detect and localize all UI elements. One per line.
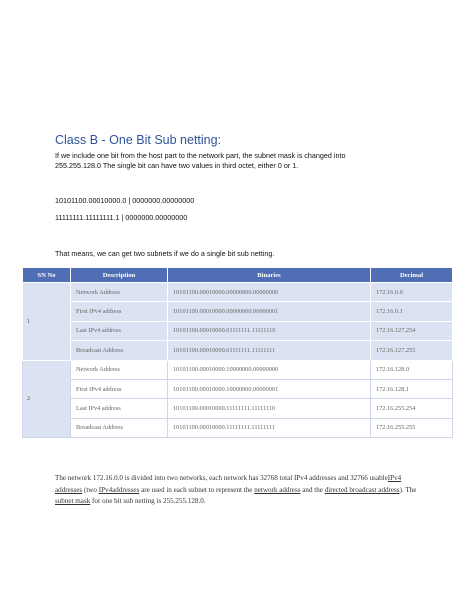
decimal-cell: 172.16.128.0 — [371, 360, 453, 379]
section-heading: Class B - One Bit Sub netting: — [55, 133, 222, 147]
summary-text: ). The — [399, 485, 417, 494]
description-cell: Last IPv4 address — [71, 399, 168, 418]
summary-text: for one bit sub netting is 255.255.128.0. — [90, 497, 206, 505]
binary-cell: 10101100.00010000.10000000.00000000 — [168, 360, 371, 379]
subnet-mask-link[interactable]: subnet mask — [55, 497, 91, 505]
table-row — [23, 302, 453, 321]
decimal-cell: 172.16.255.254 — [371, 399, 453, 418]
decimal-cell: 172.16.128.1 — [371, 379, 453, 398]
binary-mask-line: 11111111.11111111.1 | 0000000.00000000 — [55, 213, 188, 222]
binary-cell: 10101100.00010000.11111111.11111111 — [168, 418, 371, 437]
subnets-sentence: That means, we can get two subnets if we do a single bit sub netting. — [55, 249, 275, 258]
binary-cell: 10101100.00010000.01111111.11111111 — [168, 341, 371, 360]
binary-network-line: 10101100.00010000.0 | 0000000.00000000 — [55, 196, 195, 205]
summary-text: (two — [82, 485, 99, 494]
binary-cell: 10101100.00010000.10000000.00000001 — [168, 379, 371, 398]
description-cell: First IPv4 address — [71, 302, 168, 321]
decimal-cell: 172.16.127.254 — [371, 321, 453, 340]
binary-cell: 10101100.00010000.00000000.00000000 — [168, 283, 371, 302]
summary-text: are used in each subnet to represent the — [139, 485, 255, 494]
intro-line-2: 255.255.128.0 The single bit can have two values in third octet, either 0 or 1. — [55, 161, 299, 170]
description-cell: Broadcast Address — [71, 418, 168, 437]
binary-cell: 10101100.00010000.11111111.11111110 — [168, 399, 371, 418]
description-cell: Network Address — [71, 283, 168, 302]
decimal-cell: 172.16.127.255 — [371, 341, 453, 360]
ipv4-addresses-link-2[interactable]: IPv4addresses — [98, 485, 140, 494]
summary-paragraph — [55, 473, 425, 508]
table-header-row — [23, 268, 453, 283]
header-decimal: Decimal — [371, 268, 453, 283]
decimal-cell: 172.16.0.0 — [371, 283, 453, 302]
header-sn: SN No — [23, 268, 71, 283]
table-row — [23, 341, 453, 360]
summary-text: The network 172.16.0.0 is divided into two networks, each network has 32768 total IPv4 addresses and 32766 usable — [55, 474, 388, 482]
description-cell: First IPv4 address — [71, 379, 168, 398]
subnet-table — [22, 267, 453, 438]
table-row — [23, 418, 453, 437]
table-row — [23, 379, 453, 398]
table-row — [23, 399, 453, 418]
table-row — [23, 321, 453, 340]
description-cell: Network Address — [71, 360, 168, 379]
description-cell: Last IPv4 address — [71, 321, 168, 340]
header-binaries: Binaries — [168, 268, 371, 283]
subnet-number: 2 — [23, 360, 71, 438]
decimal-cell: 172.16.255.255 — [371, 418, 453, 437]
network-address-link[interactable]: network address — [254, 485, 301, 494]
ipv4-addresses-link[interactable]: IPv4 addresses — [55, 474, 402, 494]
header-description: Description — [71, 268, 168, 283]
summary-text: and the — [300, 485, 325, 494]
intro-line-1: If we include one bit from the host part to the network part, the subnet mask is changed into — [55, 151, 346, 160]
subnet-number: 1 — [23, 283, 71, 361]
binary-cell: 10101100.00010000.00000000.00000001 — [168, 302, 371, 321]
directed-broadcast-link[interactable]: directed broadcast address — [324, 485, 400, 494]
table-row — [23, 283, 453, 302]
decimal-cell: 172.16.0.1 — [371, 302, 453, 321]
description-cell: Broadcast Address — [71, 341, 168, 360]
intro-paragraph — [55, 151, 345, 171]
table-row — [23, 360, 453, 379]
binary-cell: 10101100.00010000.01111111.11111110 — [168, 321, 371, 340]
